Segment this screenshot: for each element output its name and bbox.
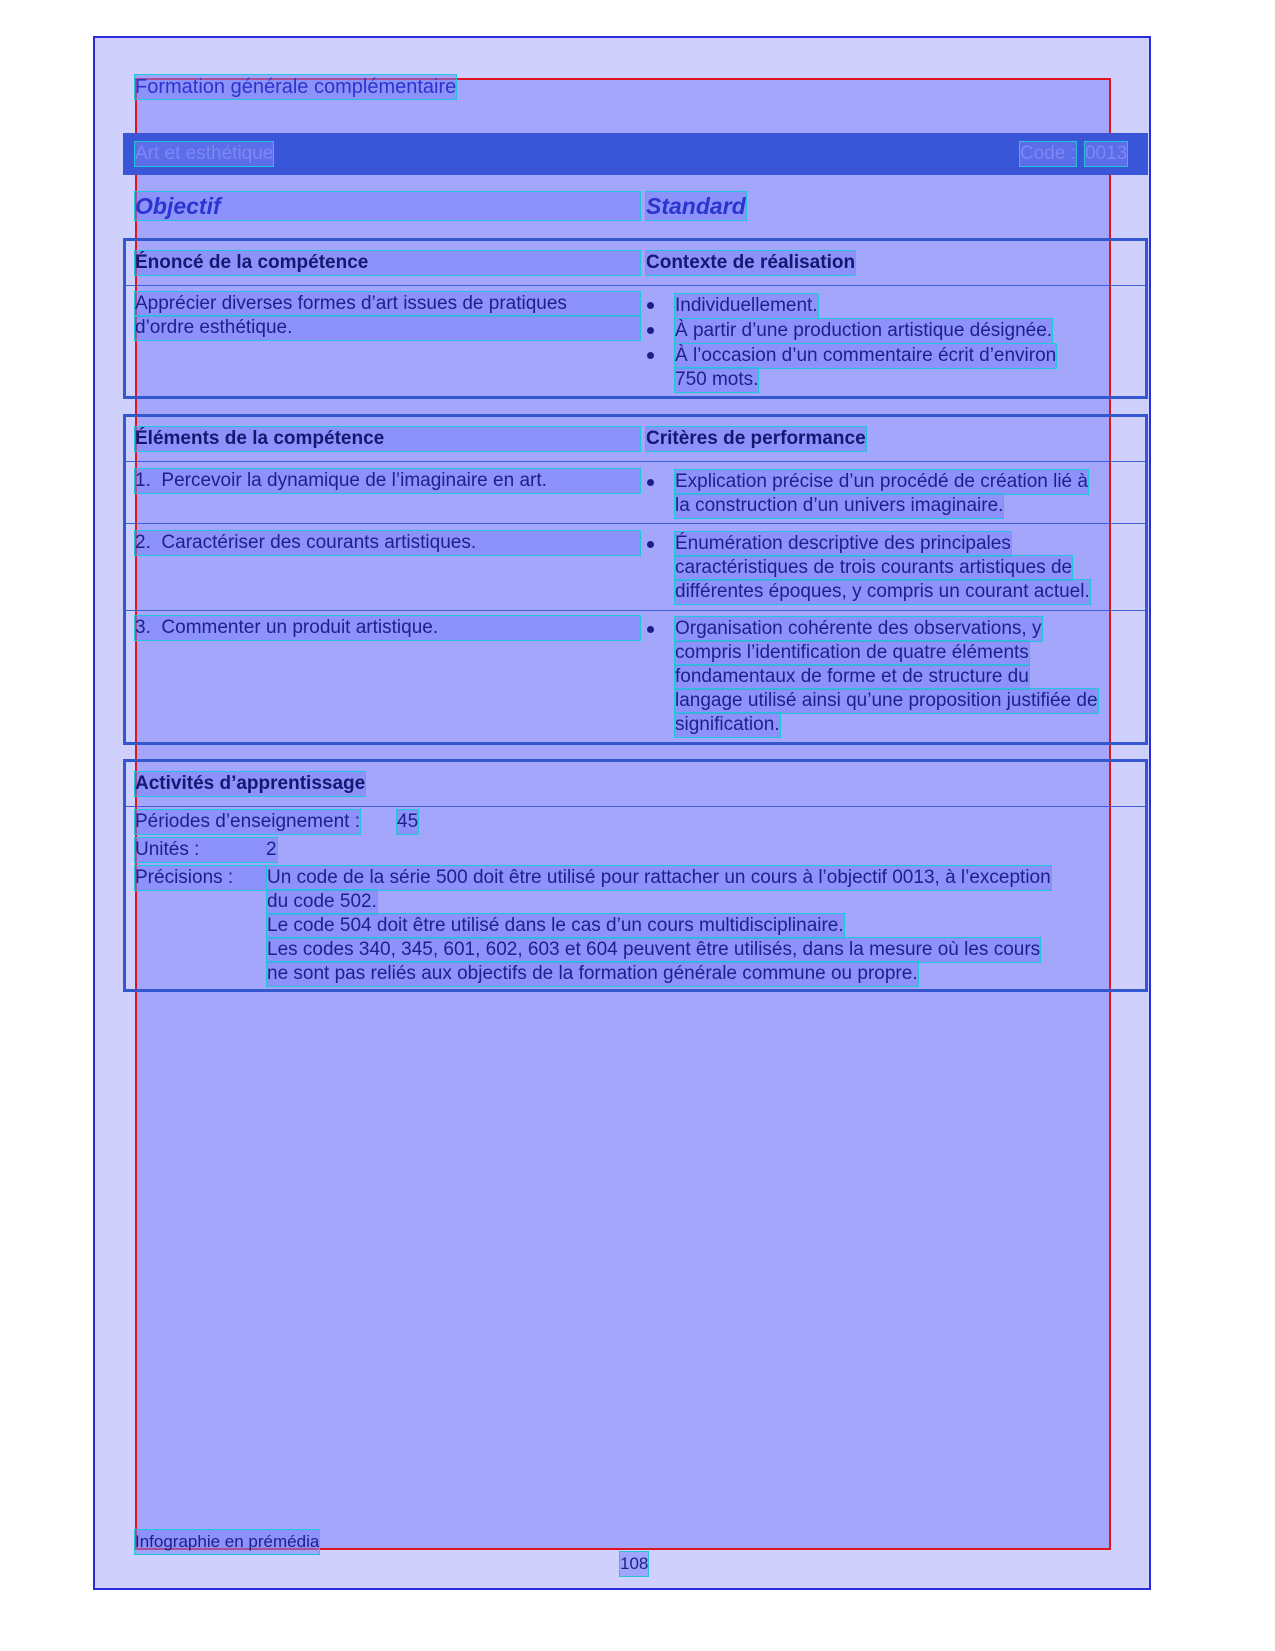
critere-line: Explication précise d’un procédé de création lié à <box>675 471 1088 492</box>
bullet-icon <box>647 327 654 334</box>
critere-line: fondamentaux de forme et de structure du <box>675 666 1029 687</box>
element-number: 3. <box>135 617 151 638</box>
bullet-icon <box>647 352 654 359</box>
page-number: 108 <box>620 1552 648 1576</box>
precisions-line: ne sont pas reliés aux objectifs de la formation générale commune ou propre. <box>267 963 918 984</box>
precisions-line: Le code 504 doit être utilisé dans le cas d’un cours multidisciplinaire. <box>267 915 844 936</box>
element-number: 1. <box>135 470 151 491</box>
unites-label: Unités : <box>135 838 265 862</box>
element-number: 2. <box>135 532 151 553</box>
banner-code-value: 0013 <box>1085 143 1128 164</box>
bullet-icon <box>647 541 654 548</box>
element-row <box>135 531 640 555</box>
contexte-item: À partir d’une production artistique désignée. <box>675 320 1053 341</box>
critere-line: caractéristiques de trois courants artistiques de <box>675 557 1073 578</box>
bullet-icon <box>647 302 654 309</box>
periodes-label: Périodes d’enseignement : <box>135 811 360 832</box>
critere-line: la construction d’un univers imaginaire. <box>675 495 1004 516</box>
critere-line: Énumération descriptive des principales <box>675 533 1011 554</box>
element-row <box>135 469 640 493</box>
heading-objectif: Objectif <box>135 192 640 220</box>
enonce-header: Énoncé de la compétence <box>135 251 640 275</box>
critere-line: langage utilisé ainsi qu’une proposition justifiée de <box>675 690 1098 711</box>
critere-line: différentes époques, y compris un courant actuel. <box>675 581 1090 602</box>
critere-line: Organisation cohérente des observations, y <box>675 618 1042 639</box>
precisions-line: Les codes 340, 345, 601, 602, 603 et 604 peuvent être utilisés, dans la mesure où les cours <box>267 939 1041 960</box>
footer-program: Infographie en prémédia <box>135 1530 319 1554</box>
precisions-label: Précisions : <box>135 866 265 890</box>
heading-standard: Standard <box>646 193 746 219</box>
elements-header-divider <box>126 461 1145 462</box>
precisions-line: du code 502. <box>267 891 377 912</box>
contexte-item: Individuellement. <box>675 295 818 316</box>
critere-line: signification. <box>675 714 780 735</box>
competence-header-divider <box>126 285 1145 286</box>
elements-row-divider <box>126 523 1145 524</box>
activites-header: Activités d’apprentissage <box>135 773 366 794</box>
criteres-header: Critères de performance <box>646 428 866 449</box>
document-header-title: Formation générale complémentaire <box>135 76 457 98</box>
element-text: Caractériser des courants artistiques. <box>161 532 477 553</box>
banner-course-name: Art et esthétique <box>135 143 274 164</box>
critere-line: compris l’identification de quatre éléments <box>675 642 1029 663</box>
activites-header-divider <box>126 806 1145 807</box>
enonce-line: d’ordre esthétique. <box>135 316 640 340</box>
contexte-header: Contexte de réalisation <box>646 252 856 273</box>
unites-value: 2 <box>266 839 277 860</box>
bullet-icon <box>647 479 654 486</box>
elements-row-divider <box>126 610 1145 611</box>
element-text: Percevoir la dynamique de l’imaginaire en art. <box>161 470 547 491</box>
element-row <box>135 616 640 640</box>
bullet-icon <box>647 626 654 633</box>
contexte-item: À l’occasion d’un commentaire écrit d’environ <box>675 345 1057 366</box>
elements-header: Éléments de la compétence <box>135 427 640 451</box>
enonce-line: Apprécier diverses formes d’art issues de pratiques <box>135 292 640 316</box>
element-text: Commenter un produit artistique. <box>161 617 439 638</box>
contexte-item-continued: 750 mots. <box>675 369 759 390</box>
banner-code-label: Code : <box>1020 143 1076 164</box>
precisions-line: Un code de la série 500 doit être utilisé pour rattacher un cours à l’objectif 0013, à l’exception <box>267 867 1051 888</box>
periodes-value: 45 <box>397 811 419 832</box>
course-banner <box>123 133 1148 175</box>
